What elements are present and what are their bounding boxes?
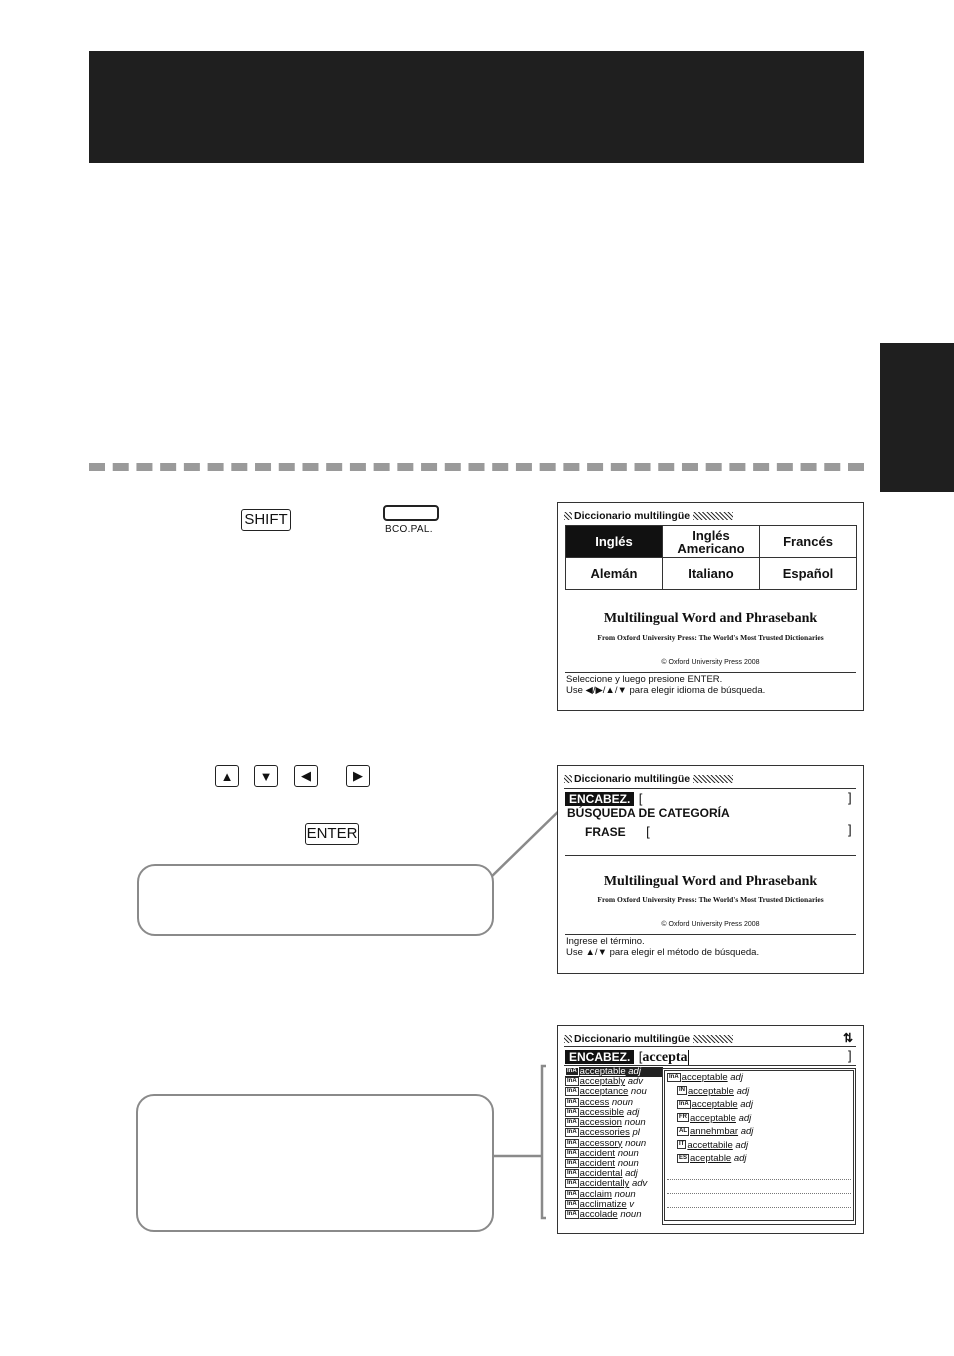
entry-pos: adj bbox=[733, 1085, 750, 1097]
entry-word: accessible bbox=[579, 1106, 625, 1118]
category-search-option[interactable]: BÚSQUEDA DE CATEGORÍA bbox=[567, 806, 730, 820]
language-tag: InA bbox=[567, 1159, 577, 1166]
entry-word: accident bbox=[579, 1147, 616, 1159]
callout-box-1 bbox=[137, 864, 494, 936]
language-tag: InA bbox=[567, 1088, 577, 1095]
language-tag: InA bbox=[567, 1068, 577, 1074]
language-tag: InA bbox=[567, 1200, 577, 1207]
brand-title: Multilingual Word and Phrasebank bbox=[603, 611, 818, 626]
language-tag: InA bbox=[567, 1108, 577, 1115]
hint-line-2: Use ◀/▶/▲/▼ para elegir idioma de búsqueda. bbox=[566, 685, 766, 696]
entry-word: acceptable bbox=[688, 1085, 734, 1097]
empty-row bbox=[667, 1166, 851, 1180]
copyright: © Oxford University Press 2008 bbox=[661, 659, 760, 666]
entry-pos: adv bbox=[629, 1178, 648, 1190]
down-arrow-key: ▼ bbox=[254, 765, 278, 787]
language-tag: InA bbox=[567, 1190, 577, 1197]
entry-pos: adj bbox=[735, 1112, 752, 1124]
language-tag: IN bbox=[679, 1087, 685, 1094]
language-tag: InA bbox=[567, 1119, 577, 1126]
lang-option-ingles[interactable]: Inglés bbox=[566, 526, 663, 558]
headword-label: ENCABEZ. bbox=[565, 792, 634, 806]
language-tag: InA bbox=[679, 1100, 689, 1107]
entry-pos: noun bbox=[615, 1157, 639, 1169]
empty-row bbox=[667, 1208, 851, 1222]
empty-row bbox=[667, 1194, 851, 1208]
left-arrow-key: ◀ bbox=[294, 765, 318, 787]
entry-word: acceptance bbox=[579, 1086, 629, 1098]
enter-key: ENTER bbox=[305, 823, 359, 845]
entry-pos: noun bbox=[615, 1147, 639, 1159]
section-divider bbox=[565, 855, 856, 856]
entry-pos: nou bbox=[628, 1086, 647, 1098]
language-tag: FR bbox=[679, 1114, 687, 1121]
translation-panel bbox=[662, 1068, 856, 1225]
entry-pos: adv bbox=[625, 1076, 644, 1088]
screen-title: Diccionario multilingüe bbox=[564, 510, 733, 522]
entry-pos: pl bbox=[629, 1127, 640, 1139]
bracket-close: ] bbox=[848, 790, 852, 805]
entry-word: accolade bbox=[579, 1209, 618, 1221]
title-divider bbox=[564, 788, 856, 789]
hint-line-2: Use ▲/▼ para elegir el método de búsqueda. bbox=[566, 947, 760, 958]
field-divider bbox=[564, 1065, 856, 1066]
entry-word: acceptable bbox=[681, 1072, 728, 1083]
entry-word: acclaim bbox=[579, 1188, 612, 1200]
entry-word: annehmbar bbox=[690, 1126, 739, 1137]
language-tag: InA bbox=[567, 1170, 577, 1177]
translation-list bbox=[664, 1070, 854, 1221]
lang-option-italiano[interactable]: Italiano bbox=[663, 558, 760, 590]
language-tag: InA bbox=[567, 1129, 577, 1136]
copyright: © Oxford University Press 2008 bbox=[661, 921, 760, 928]
entry-word: acceptably bbox=[579, 1076, 626, 1088]
phrase-field[interactable] bbox=[585, 823, 650, 841]
entry-pos: adj bbox=[727, 1072, 743, 1083]
entry-pos: adj bbox=[622, 1168, 638, 1180]
list-item[interactable] bbox=[667, 1085, 851, 1099]
bracket-close: ] bbox=[848, 822, 852, 837]
screen-language-select bbox=[557, 502, 864, 711]
shift-key: SHIFT bbox=[241, 509, 291, 531]
entry-word: accessory bbox=[579, 1137, 623, 1149]
language-tag: ES bbox=[679, 1154, 688, 1161]
list-item[interactable] bbox=[667, 1071, 851, 1085]
list-item[interactable] bbox=[667, 1139, 851, 1153]
list-item[interactable] bbox=[565, 1210, 663, 1220]
callout-box-2 bbox=[136, 1094, 494, 1232]
entry-word: aceptable bbox=[690, 1153, 732, 1164]
entry-pos: adj bbox=[731, 1153, 747, 1164]
entry-pos: noun bbox=[609, 1096, 634, 1108]
bcopal-label: BCO.PAL. bbox=[385, 524, 433, 535]
bracket-open: [ bbox=[638, 791, 643, 806]
bracket-close: ] bbox=[848, 1048, 852, 1063]
language-tag: InA bbox=[669, 1073, 679, 1080]
headword-label: ENCABEZ. bbox=[565, 1050, 634, 1064]
bcopal-key bbox=[383, 505, 439, 521]
entry-word: accidental bbox=[579, 1168, 623, 1180]
entry-pos: noun bbox=[622, 1137, 647, 1149]
result-list bbox=[565, 1067, 663, 1220]
entry-word: accident bbox=[579, 1157, 616, 1169]
language-tag: InA bbox=[567, 1211, 577, 1218]
entry-pos: v bbox=[626, 1198, 635, 1210]
entry-pos: noun bbox=[621, 1117, 646, 1129]
language-tag: InA bbox=[567, 1098, 577, 1105]
language-tag: InA bbox=[567, 1149, 577, 1156]
language-tag: InA bbox=[567, 1139, 577, 1146]
entry-word: acceptable bbox=[691, 1099, 738, 1110]
language-tag: IT bbox=[679, 1141, 685, 1148]
brand-subtitle: From Oxford University Press: The World's Most Trusted Dictionaries bbox=[597, 633, 824, 642]
lang-option-aleman[interactable]: Alemán bbox=[566, 558, 663, 590]
language-tag: InA bbox=[567, 1180, 577, 1187]
entry-word: accessories bbox=[579, 1127, 630, 1139]
bracket-open: [ bbox=[638, 1049, 643, 1064]
brand-title: Multilingual Word and Phrasebank bbox=[603, 874, 818, 889]
lang-option-espanol[interactable]: Español bbox=[760, 558, 857, 590]
entry-word: accidentally bbox=[579, 1178, 630, 1190]
phrase-label: FRASE bbox=[585, 825, 626, 839]
list-item[interactable] bbox=[667, 1112, 851, 1126]
entry-word: acclimatize bbox=[579, 1198, 627, 1210]
list-item[interactable] bbox=[667, 1098, 851, 1112]
list-item[interactable] bbox=[667, 1125, 851, 1139]
side-tab bbox=[880, 343, 954, 492]
lang-option-ingles-americano[interactable]: Inglés Americano bbox=[663, 526, 760, 558]
screen-title: Diccionario multilingüe bbox=[564, 773, 733, 785]
scroll-indicator-icon: ⇅ bbox=[843, 1031, 854, 1045]
entry-pos: adj bbox=[624, 1106, 640, 1118]
right-arrow-key: ▶ bbox=[346, 765, 370, 787]
list-item[interactable] bbox=[667, 1152, 851, 1166]
screen-results bbox=[557, 1025, 864, 1234]
hint-divider bbox=[565, 934, 856, 935]
hint-divider bbox=[565, 672, 856, 673]
entry-word: accession bbox=[579, 1117, 622, 1129]
language-tag: InA bbox=[567, 1078, 577, 1085]
entry-word: accettabile bbox=[687, 1139, 733, 1151]
hint-line-1: Ingrese el término. bbox=[566, 936, 645, 947]
header-bar bbox=[89, 51, 864, 163]
language-tag: AL bbox=[679, 1127, 687, 1134]
section-divider bbox=[89, 463, 864, 471]
entry-pos: adj bbox=[737, 1099, 753, 1110]
entry-word: acceptable bbox=[690, 1112, 736, 1124]
entry-word: acceptable bbox=[579, 1067, 626, 1078]
entry-pos: adj bbox=[625, 1067, 641, 1078]
lang-option-frances[interactable]: Francés bbox=[760, 526, 857, 558]
bracket-open: [ bbox=[646, 824, 650, 839]
up-arrow-key: ▲ bbox=[215, 765, 239, 787]
title-divider bbox=[564, 1046, 856, 1047]
brand-subtitle: From Oxford University Press: The World's Most Trusted Dictionaries bbox=[597, 895, 824, 904]
screen-title: Diccionario multilingüe bbox=[564, 1033, 733, 1045]
headword-field[interactable] bbox=[565, 1048, 689, 1066]
entry-pos: noun bbox=[611, 1188, 636, 1200]
screen-search-method bbox=[557, 765, 864, 974]
language-grid bbox=[565, 525, 857, 590]
entry-pos: adj bbox=[732, 1139, 749, 1151]
callout-connector-2 bbox=[490, 1062, 550, 1224]
empty-row bbox=[667, 1180, 851, 1194]
search-query[interactable]: accepta bbox=[642, 1050, 688, 1065]
hint-line-1: Seleccione y luego presione ENTER. bbox=[566, 674, 723, 685]
entry-pos: noun bbox=[617, 1209, 642, 1221]
entry-word: access bbox=[579, 1096, 610, 1108]
entry-pos: adj bbox=[738, 1126, 754, 1137]
